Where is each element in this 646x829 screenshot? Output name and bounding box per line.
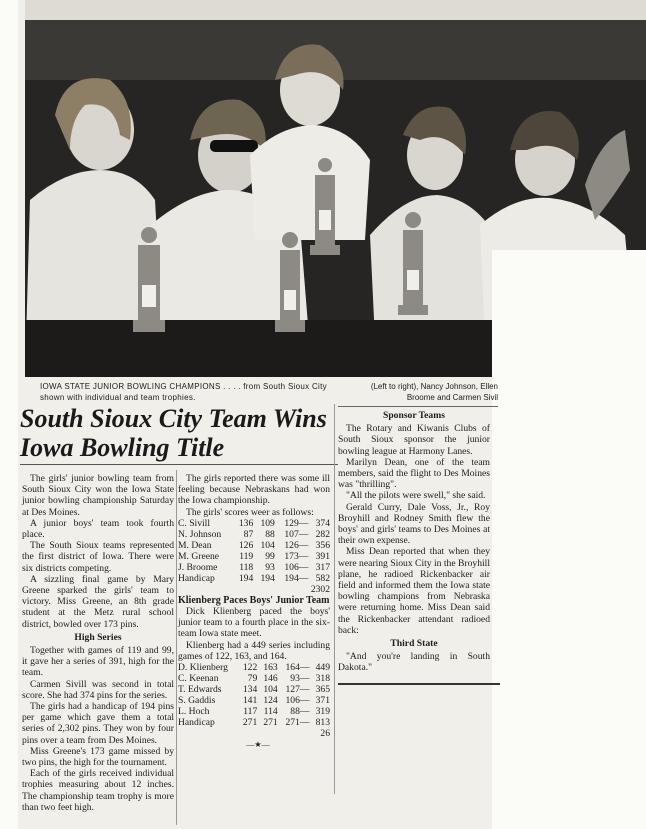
- paragraph: Marilyn Dean, one of the team members, said the flight to Des Moines was "thrilling".: [338, 456, 490, 491]
- score-cell-name: C. Sivill: [178, 517, 210, 529]
- score-row: [178, 540, 330, 551]
- column-divider: [334, 404, 335, 794]
- score-cell-g2: 163: [263, 662, 278, 674]
- score-cell-g1: 136: [238, 517, 254, 529]
- score-cell-g3: 173—: [284, 550, 309, 562]
- paragraph: The South Sioux teams represented the first district of Iowa. There were six districts competing.: [22, 540, 174, 574]
- score-cell-total: 318: [315, 673, 330, 685]
- subheading-klienberg: Klienberg Paces Boys' Junior Team: [178, 595, 330, 607]
- score-cell-g1: 79: [247, 673, 258, 685]
- score-cell-g3: 271—: [285, 717, 310, 729]
- score-cell-g2: 194: [260, 572, 275, 584]
- score-cell-g2: 93: [265, 561, 275, 573]
- separator-star: —★—: [246, 740, 270, 750]
- score-cell-g1: 126: [238, 539, 254, 551]
- subheading-high-series: High Series: [74, 631, 122, 643]
- photo-caption: IOWA STATE JUNIOR BOWLING CHAMPIONS . . . . from South Sioux City shown with individual and team trophies.: [40, 382, 327, 402]
- score-cell-g1: 141: [242, 695, 258, 707]
- score-cell-total: 813: [315, 717, 330, 729]
- score-cell-name: Handicap: [178, 717, 215, 729]
- article-headline: South Sioux City Team Wins Iowa Bowling Title: [20, 404, 327, 462]
- score-cell-name: L. Hoch: [178, 706, 210, 718]
- score-cell-g3: 106—: [285, 695, 310, 707]
- score-cell-total: 356: [315, 539, 330, 551]
- torn-blank-corner: [492, 250, 646, 829]
- paragraph: The girls' junior bowling team from South Sioux City won the Iowa State junior bowling championship Saturday at Des Moines.: [22, 473, 174, 518]
- score-cell-g3: 107—: [284, 528, 309, 540]
- score-cell-name: M. Dean: [178, 539, 212, 551]
- girls-scores-table: [178, 518, 330, 584]
- score-cell-g3: 127—: [285, 684, 310, 696]
- paragraph: The girls reported there was some ill feeling because Nebraskans had won the Iowa championship.: [178, 473, 330, 507]
- score-cell-g1: 122: [242, 662, 258, 674]
- score-row: [178, 573, 330, 584]
- score-cell-g3: 106—: [284, 561, 309, 573]
- score-cell-total: 282: [315, 528, 330, 540]
- paragraph: Dick Klienberg paced the boys' junior team to a fourth place in the six-team Iowa state meet.: [178, 606, 330, 640]
- score-cell-g1: 119: [239, 550, 254, 562]
- girls-total: 2302: [310, 583, 330, 595]
- score-cell-g3: 164—: [285, 662, 310, 674]
- score-cell-total: 365: [315, 684, 330, 696]
- score-cell-g3: 126—: [284, 539, 309, 551]
- photo-caption-names: (Left to right), Nancy Johnson, Ellen Broome and Carmen Sivil: [370, 382, 498, 402]
- paragraph: Miss Dean reported that when they were nearing Sioux City in the Broyhill plane, he radioed Rickenbacker air field and informed them the Iowa state bowling champions from Nebraska were returning home. Miss Dean said the Rickenbacker attendant radioed back:: [338, 546, 490, 636]
- score-cell-name: J. Broome: [178, 561, 218, 573]
- score-cell-name: D. Klienberg: [178, 662, 228, 674]
- score-cell-name: M. Greene: [178, 550, 220, 562]
- score-cell-g3: 194—: [284, 572, 309, 584]
- score-cell-name: T. Edwards: [178, 684, 222, 696]
- paragraph: Miss Greene's 173 game missed by two pins, the high for the tournament.: [22, 745, 174, 769]
- score-cell-g1: 118: [239, 561, 254, 573]
- score-row: [178, 529, 330, 540]
- score-cell-g2: 104: [263, 684, 278, 696]
- score-cell-g1: 134: [242, 684, 258, 696]
- score-cell-total: 449: [315, 662, 330, 674]
- score-cell-g2: 114: [263, 706, 278, 718]
- clipping-top-strip: [25, 0, 646, 22]
- score-cell-g3: 93—: [290, 673, 310, 685]
- paragraph: "All the pilots were swell," she said.: [346, 490, 486, 502]
- score-cell-total: 319: [315, 706, 330, 718]
- score-cell-total: 374: [315, 517, 330, 529]
- score-cell-g3: 88—: [290, 706, 310, 718]
- paragraph: The Rotary and Kiwanis Clubs of South Sioux sponsor the junior bowling league at Harmony Lanes.: [338, 423, 490, 457]
- paragraph: Klienberg had a 449 series including games of 122, 163, and 164.: [178, 639, 330, 662]
- headline-rule: [20, 464, 338, 465]
- column-divider: [176, 470, 177, 825]
- score-cell-g2: 124: [263, 695, 278, 707]
- paragraph: Each of the girls received individual trophies measuring about 12 inches. The championship team trophy is more than two feet high.: [22, 768, 174, 813]
- score-row: [178, 684, 330, 695]
- score-cell-name: S. Gaddis: [178, 695, 216, 707]
- paragraph: A junior boys' team took fourth place.: [22, 517, 174, 541]
- score-row: [178, 662, 330, 673]
- score-cell-total: 317: [315, 561, 330, 573]
- score-cell-name: C. Keenan: [178, 673, 219, 685]
- article-column-3: [338, 408, 490, 674]
- paragraph: Carmen Sivill was second in total score. She had 374 pins for the series.: [22, 678, 174, 701]
- score-cell-g2: 99: [265, 550, 275, 562]
- score-cell-g2: 109: [260, 517, 275, 529]
- paragraph: Gerald Curry, Dale Voss, Jr., Roy Broyhill and Rodney Smith flew the boys' and girls' teams to Des Moines at their own expense.: [338, 501, 490, 547]
- paragraph: The girls had a handicap of 194 pins per game which gave them a total series of 2,302 pins. They won by four pins over a team from Des Moines.: [22, 701, 174, 746]
- score-cell-total: 371: [315, 695, 330, 707]
- score-cell-g2: 88: [265, 528, 275, 540]
- score-row: [178, 706, 330, 717]
- score-row: [178, 551, 330, 562]
- boys-total: 26: [320, 728, 330, 740]
- score-row: [178, 562, 330, 573]
- score-cell-g3: 129—: [284, 517, 309, 529]
- score-row: [178, 673, 330, 684]
- score-cell-total: 391: [315, 550, 330, 562]
- score-cell-g1: 117: [243, 706, 258, 718]
- score-cell-g1: 194: [238, 572, 254, 584]
- score-row: [178, 695, 330, 706]
- boys-scores-table: [178, 662, 330, 728]
- score-cell-total: 582: [315, 572, 330, 584]
- column-bottom-rule: [338, 683, 500, 685]
- subheading-sponsor-teams: Sponsor Teams: [383, 410, 445, 421]
- score-cell-name: Handicap: [178, 572, 215, 584]
- paragraph: "And you're landing in South Dakota.": [338, 651, 490, 674]
- score-cell-g2: 146: [263, 673, 278, 685]
- score-row: [178, 518, 330, 529]
- score-cell-name: N. Johnson: [178, 528, 222, 540]
- score-cell-g1: 87: [243, 528, 254, 540]
- article-column-2: [178, 473, 330, 750]
- subheading-third-state: Third State: [390, 638, 438, 650]
- score-row: [178, 717, 330, 728]
- score-cell-g2: 104: [260, 539, 275, 551]
- paragraph: The girls' scores weer as follows:: [186, 506, 314, 518]
- column-top-rule: [338, 406, 498, 407]
- paragraph: Together with games of 119 and 99, it gave her a series of 391, high for the team.: [22, 645, 174, 679]
- score-cell-g1: 271: [242, 717, 258, 729]
- article-column-1: [22, 473, 174, 813]
- paragraph: A sizzling final game by Mary Greene sparked the girls' team to victory. Miss Greene, an 8th grade student at the Metz rural school district, bowled over 173 pins.: [22, 573, 174, 630]
- score-cell-g2: 271: [263, 717, 278, 729]
